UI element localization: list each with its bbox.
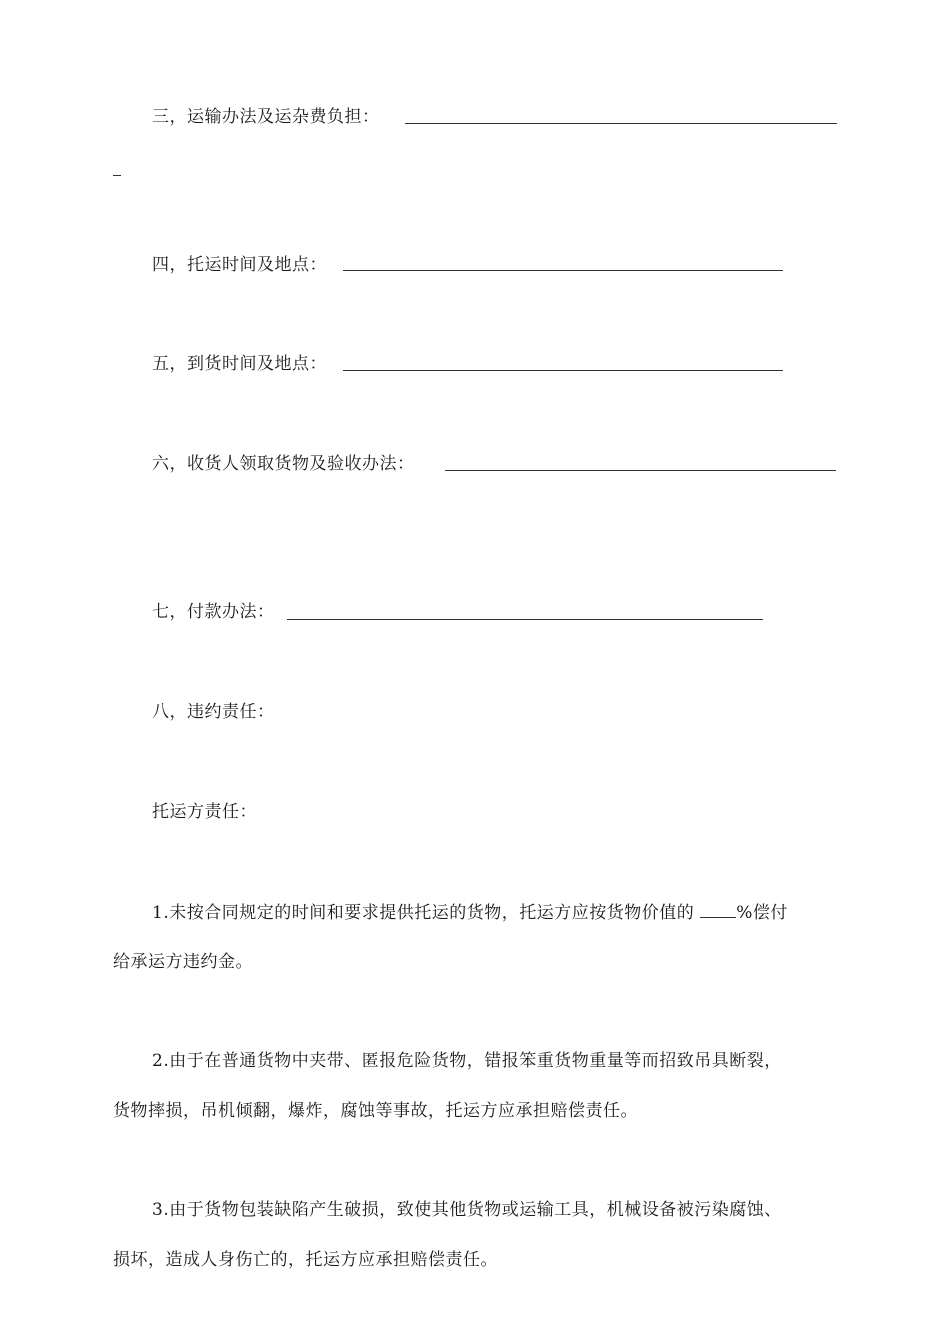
item-2-line-1: 2.由于在普通货物中夹带、匿报危险货物，错报笨重货物重量等而招致吊具断裂， — [152, 1051, 782, 1071]
item-3-line-2: 损坏，造成人身伤亡的，托运方应承担赔偿责任。 — [113, 1250, 498, 1270]
clause-5-fill-line[interactable] — [343, 370, 783, 371]
clause-4-fill-line[interactable] — [343, 270, 783, 271]
clause-7-label: 七，付款办法： — [152, 602, 275, 622]
item-1-text-after-blank: %偿付 — [736, 903, 788, 923]
clause-4-label: 四，托运时间及地点： — [152, 255, 327, 275]
shipper-responsibility-heading: 托运方责任： — [152, 802, 257, 822]
clause-3-fill-continuation — [113, 175, 121, 176]
clause-3-fill-line[interactable] — [405, 123, 837, 124]
clause-7-fill-line[interactable] — [287, 619, 763, 620]
item-1-line-1 — [152, 901, 788, 924]
item-1-line-2: 给承运方违约金。 — [113, 952, 253, 972]
item-1-text-before-blank: 1.未按合同规定的时间和要求提供托运的货物，托运方应按货物价值的 — [152, 903, 695, 923]
clause-6-fill-line[interactable] — [445, 470, 836, 471]
clause-8-label: 八，违约责任： — [152, 702, 275, 722]
item-3-line-1: 3.由于货物包装缺陷产生破损，致使其他货物或运输工具，机械设备被污染腐蚀、 — [152, 1200, 782, 1220]
clause-3-label: 三，运输办法及运杂费负担： — [152, 107, 380, 127]
item-1-percent-blank[interactable] — [700, 901, 736, 918]
clause-5-label: 五，到货时间及地点： — [152, 354, 327, 374]
item-2-line-2: 货物摔损，吊机倾翻，爆炸，腐蚀等事故，托运方应承担赔偿责任。 — [113, 1101, 638, 1121]
clause-6-label: 六，收货人领取货物及验收办法： — [152, 454, 415, 474]
